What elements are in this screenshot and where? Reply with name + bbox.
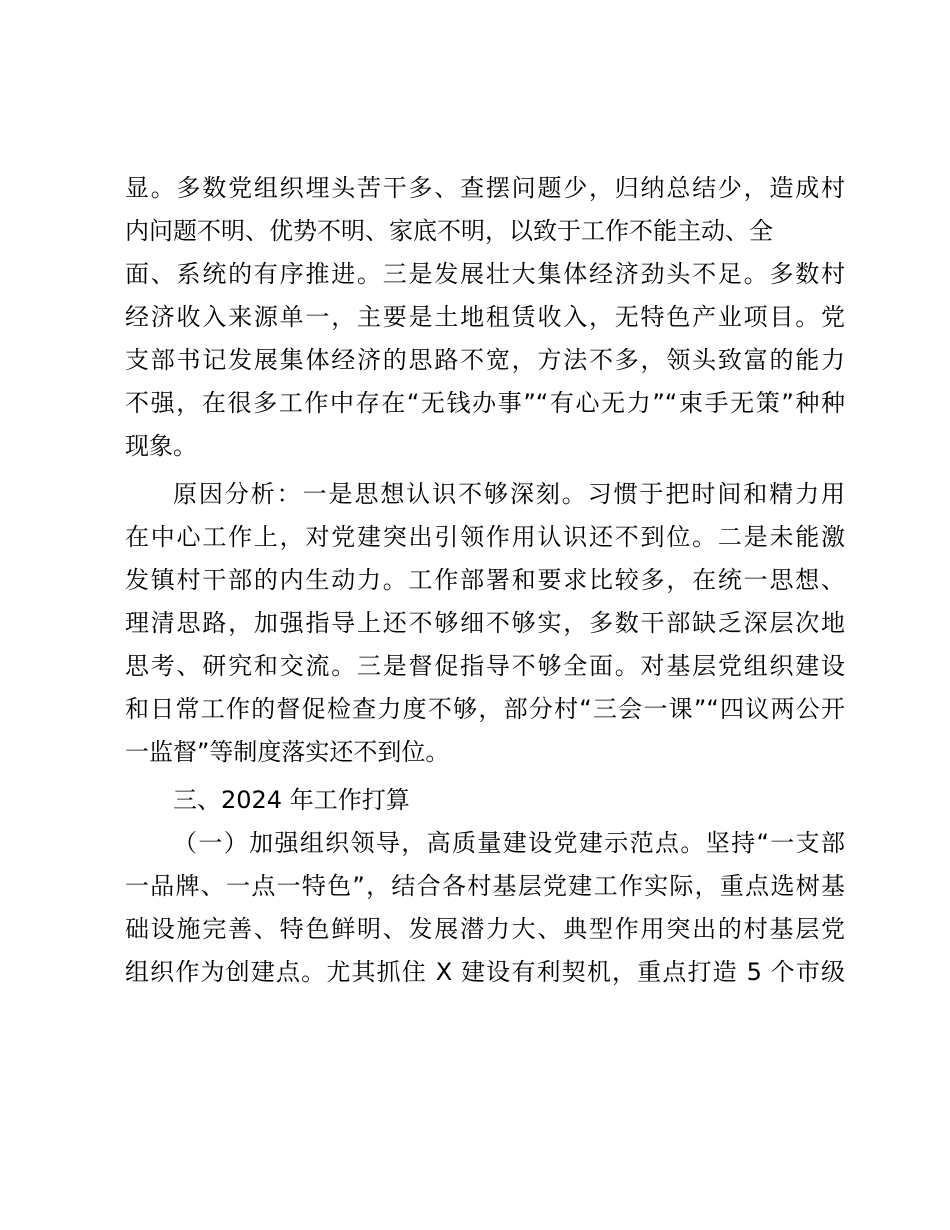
paragraph-1-line-7: 现象。 — [125, 432, 197, 460]
paragraph-1-line-5: 支部书记发展集体经济的思路不宽，方法不多，领头致富的能力 — [125, 346, 845, 374]
paragraph-2-line-5: 思考、研究和交流。三是督促指导不够全面。对基层党组织建设 — [125, 652, 845, 680]
paragraph-2-line-4: 理清思路，加强指导上还不够细不够实，多数干部缺乏深层次地 — [125, 609, 845, 637]
paragraph-2-line-7: 一监督”等制度落实还不到位。 — [125, 738, 450, 766]
paragraph-1-line-3: 面、系统的有序推进。三是发展壮大集体经济劲头不足。多数村 — [125, 260, 845, 288]
paragraph-1-line-1: 显。多数党组织埋头苦干多、查摆问题少，归纳总结少，造成村 — [125, 174, 845, 202]
paragraph-1-line-2: 内问题不明、优势不明、家底不明，以致于工作不能主动、全 — [125, 217, 773, 245]
paragraph-2-line-3: 发镇村干部的内生动力。工作部署和要求比较多，在统一思想、 — [125, 566, 845, 594]
paragraph-3-line-1: （一）加强组织领导，高质量建设党建示范点。坚持“一支部 — [173, 829, 845, 857]
paragraph-3-line-2: 一品牌、一点一特色”，结合各村基层党建工作实际，重点选树基 — [125, 872, 845, 900]
section-heading-3: 三、2024 年工作打算 — [173, 786, 410, 814]
paragraph-3-line-4: 组织作为创建点。尤其抓住 X 建设有利契机，重点打造 5 个市级 — [125, 958, 845, 986]
paragraph-1-line-6: 不强，在很多工作中存在“无钱办事”“有心无力”“束手无策”种种 — [125, 389, 845, 417]
paragraph-2-line-1: 原因分析：一是思想认识不够深刻。习惯于把时间和精力用 — [173, 480, 845, 508]
paragraph-1-line-4: 经济收入来源单一，主要是土地租赁收入，无特色产业项目。党 — [125, 303, 845, 331]
paragraph-2-line-6: 和日常工作的督促检查力度不够，部分村“三会一课”“四议两公开 — [125, 695, 845, 723]
paragraph-3-line-3: 础设施完善、特色鲜明、发展潜力大、典型作用突出的村基层党 — [125, 915, 845, 943]
paragraph-2-line-2: 在中心工作上，对党建突出引领作用认识还不到位。二是未能激 — [125, 523, 845, 551]
